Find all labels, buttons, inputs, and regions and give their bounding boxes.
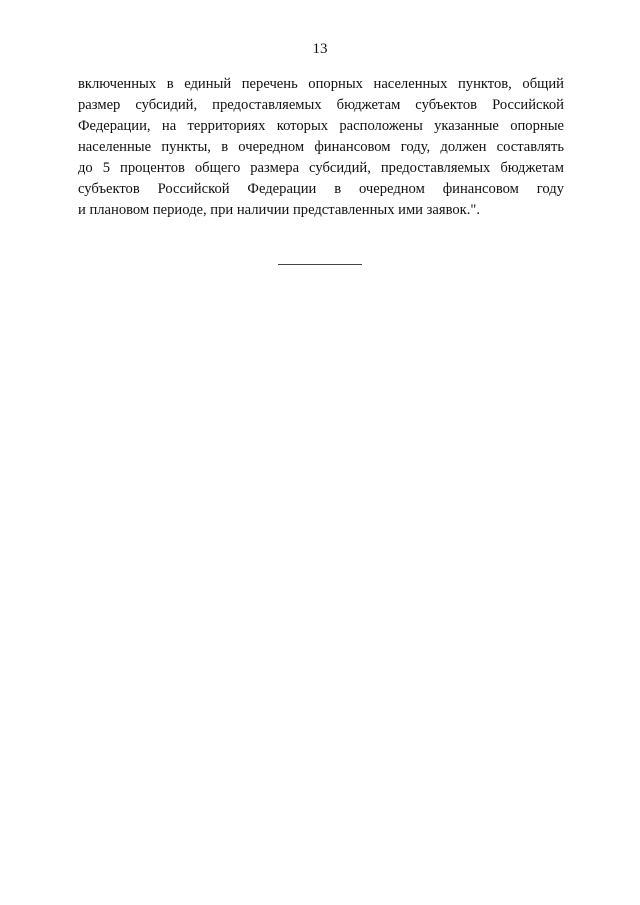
page-number: 13 — [312, 41, 328, 57]
paragraph-line-5: до 5 процентов общего размера субсидий, предоставляемых бюджетам — [78, 160, 564, 176]
paragraph-line-4: населенные пункты, в очередном финансовом году, должен составлять — [78, 139, 564, 155]
body-paragraph — [78, 74, 564, 221]
paragraph-line-7: и плановом периоде, при наличии представленных ими заявок.". — [78, 202, 481, 218]
paragraph-line-3: Федерации, на территориях которых расположены указанные опорные — [78, 118, 564, 134]
end-separator-line — [278, 264, 362, 265]
paragraph-line-6: субъектов Российской Федерации в очередном финансовом году — [78, 181, 564, 197]
paragraph-line-1: включенных в единый перечень опорных населенных пунктов, общий — [78, 76, 564, 92]
paragraph-line-2: размер субсидий, предоставляемых бюджетам субъектов Российской — [78, 97, 564, 113]
